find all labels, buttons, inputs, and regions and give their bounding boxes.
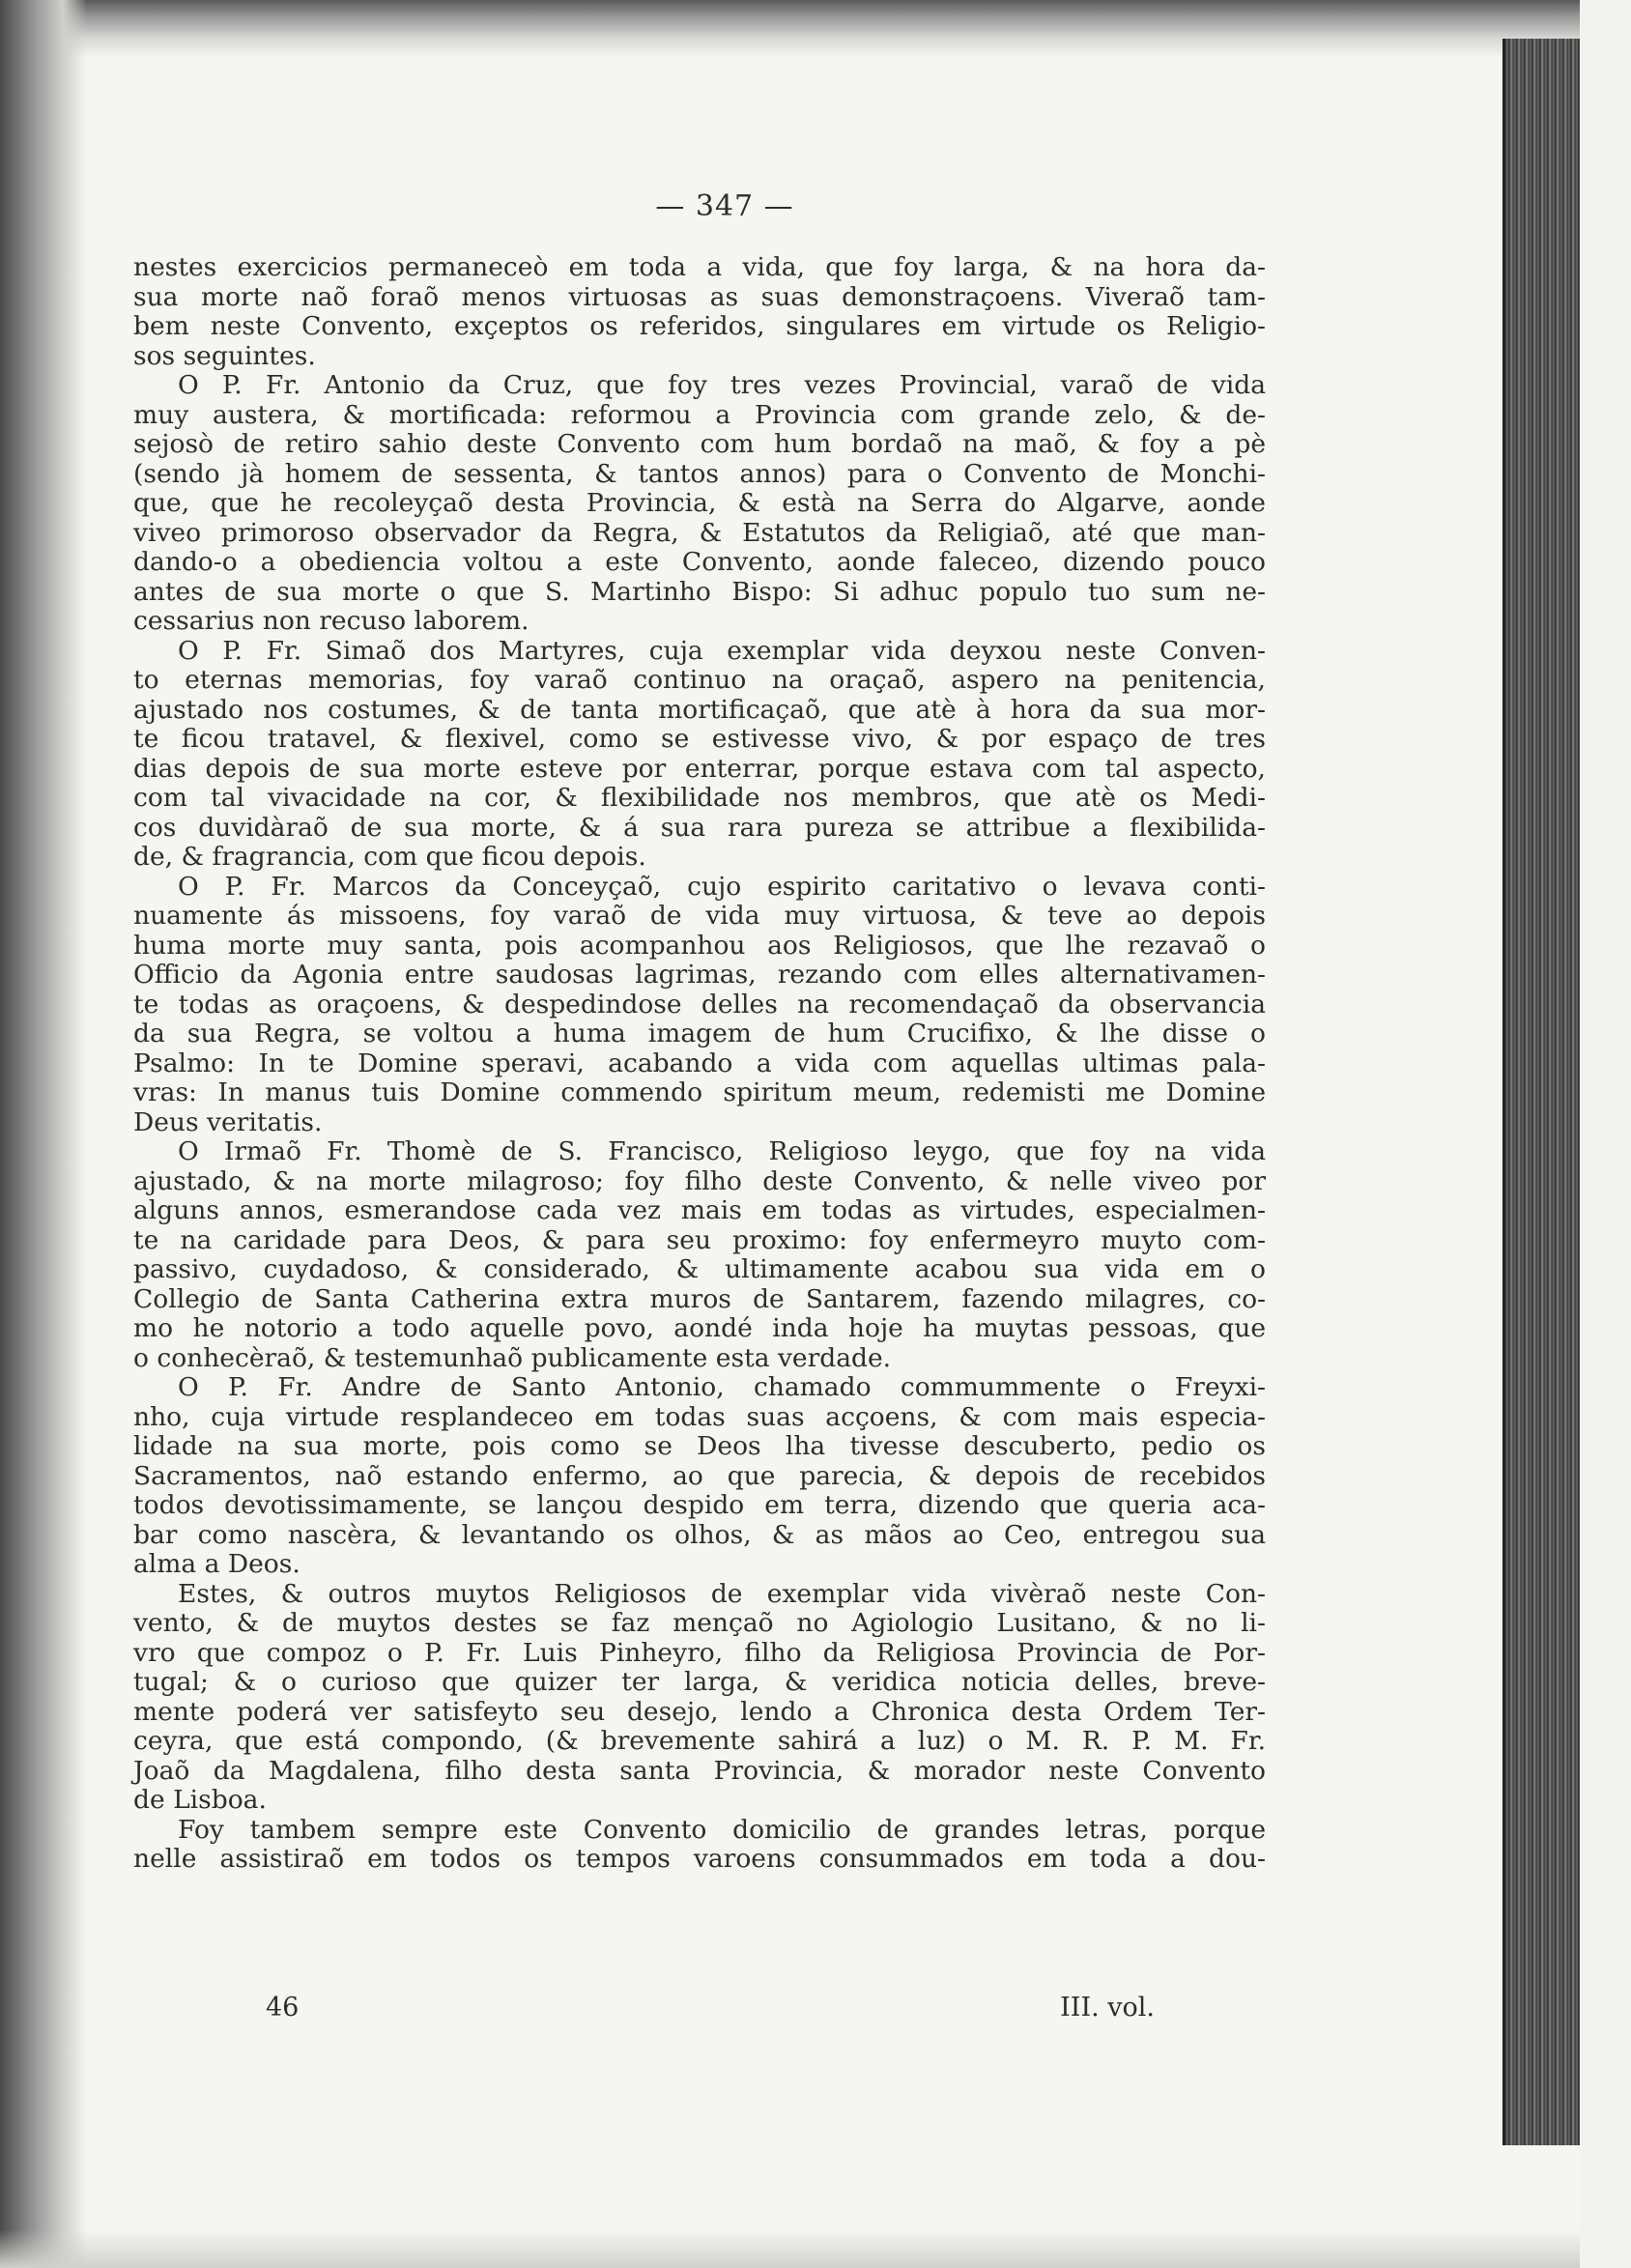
- text-line: te ficou tratavel, & flexivel, como se estivesse vivo, & por espaço de tres: [133, 724, 1266, 754]
- text-line: to eternas memorias, foy varaõ continuo na oraçaõ, aspero na penitencia,: [133, 665, 1266, 695]
- text-line: te todas as oraçoens, & despedindose delles na recomendaçaõ da observancia: [133, 989, 1266, 1019]
- text-line: bar como nascèra, & levantando os olhos, & as mãos ao Ceo, entregou sua: [133, 1519, 1266, 1550]
- text-line: Joaõ da Magdalena, filho desta santa Provincia, & morador neste Convento: [133, 1755, 1266, 1786]
- text-line: todos devotissimamente, se lançou despido em terra, dizendo que queria aca-: [133, 1490, 1266, 1520]
- text-line: que, que he recoleyçaõ desta Provincia, & està na Serra do Algarve, aonde: [133, 488, 1266, 518]
- text-line: ceyra, que está compondo, (& brevemente sahirá a luz) o M. R. P. M. Fr.: [133, 1726, 1266, 1756]
- text-line: dias depois de sua morte esteve por enterrar, porque estava com tal aspecto,: [133, 753, 1266, 784]
- text-line: mo he notorio a todo aquelle povo, aondé inda hoje ha muytas pessoas, que: [133, 1313, 1266, 1343]
- text-line: ajustado, & na morte milagroso; foy filho deste Convento, & nelle viveo por: [133, 1165, 1266, 1196]
- text-line: Officio da Agonia entre saudosas lagrimas, rezando com elles alternativamen-: [133, 960, 1266, 990]
- text-line: O P. Fr. Antonio da Cruz, que foy tres vezes Provincial, varaõ de vida: [178, 370, 1266, 400]
- body-text: [133, 253, 1266, 1875]
- text-line: bem neste Convento, exçeptos os referidos, singulares em virtude os Religio-: [133, 311, 1266, 341]
- text-line: O Irmaõ Fr. Thomè de S. Francisco, Religioso leygo, que foy na vida: [178, 1136, 1266, 1166]
- page-number: — 347 —: [655, 189, 794, 223]
- text-line: vro que compoz o P. Fr. Luis Pinheyro, filho da Religiosa Provincia de Por-: [133, 1637, 1266, 1668]
- text-line: de Lisboa.: [133, 1785, 267, 1815]
- text-line: ajustado nos costumes, & de tanta mortificaçaõ, que atè à hora da sua mor-: [133, 694, 1266, 725]
- text-line: vento, & de muytos destes se faz mençaõ no Agiologio Lusitano, & no li-: [133, 1608, 1266, 1638]
- text-line: Sacramentos, naõ estando enfermo, ao que parecia, & depois de recebidos: [133, 1460, 1266, 1491]
- text-line: viveo primoroso observador da Regra, & Estatutos da Religiaõ, até que man-: [133, 517, 1266, 548]
- text-line: tugal; & o curioso que quizer ter larga, & veridica noticia delles, breve-: [133, 1667, 1266, 1697]
- text-line: huma morte muy santa, pois acompanhou aos Religiosos, que lhe rezavaõ o: [133, 930, 1266, 961]
- scan-bottom-shadow: [0, 2229, 1631, 2268]
- text-line: passivo, cuydadoso, & considerado, & ultimamente acabou sua vida em o: [133, 1254, 1266, 1284]
- text-line: nho, cuja virtude resplandeceo em todas suas acçoens, & com mais especia-: [133, 1401, 1266, 1432]
- text-line: com tal vivacidade na cor, & flexibilidade nos membros, que atè os Medi-: [133, 783, 1266, 813]
- text-line: nelle assistiraõ em todos os tempos varoens consummados em toda a dou-: [133, 1844, 1266, 1874]
- text-line: de, & fragrancia, com que ficou depois.: [133, 842, 646, 872]
- text-line: Foy tambem sempre este Convento domicilio de grandes letras, porque: [178, 1814, 1266, 1845]
- text-line: sejosò de retiro sahio deste Convento com hum bordaõ na maõ, & foy a pè: [133, 429, 1266, 459]
- text-line: nuamente ás missoens, foy varaõ de vida muy virtuosa, & teve ao depois: [133, 901, 1266, 931]
- text-line: nestes exercicios permaneceò em toda a vida, que foy larga, & na hora da-: [133, 252, 1266, 282]
- text-line: da sua Regra, se voltou a huma imagem de hum Crucifixo, & lhe disse o: [133, 1019, 1266, 1048]
- text-line: mente poderá ver satisfeyto seu desejo, lendo a Chronica desta Ordem Ter-: [133, 1696, 1266, 1727]
- text-line: antes de sua morte o que S. Martinho Bispo: Si adhuc populo tuo sum ne-: [133, 576, 1266, 607]
- signature-mark: 46: [266, 1993, 300, 2023]
- volume-label: III. vol.: [1060, 1993, 1155, 2023]
- text-line: (sendo jà homem de sessenta, & tantos annos) para o Convento de Monchi-: [133, 458, 1266, 489]
- text-line: Deus veritatis.: [133, 1106, 323, 1137]
- text-line: alguns annos, esmerandose cada vez mais em todas as virtudes, especialmen-: [133, 1195, 1266, 1225]
- text-line: cessarius non recuso laborem.: [133, 606, 529, 636]
- book-page-edges: [1502, 39, 1583, 2145]
- scan-top-shadow: [0, 0, 1631, 58]
- text-line: o conhecèraõ, & testemunhaõ publicamente esta verdade.: [133, 1342, 892, 1373]
- text-line: Collegio de Santa Catherina extra muros de Santarem, fazendo milagres, co-: [133, 1283, 1266, 1314]
- text-line: Estes, & outros muytos Religiosos de exemplar vida vivèraõ neste Con-: [178, 1578, 1266, 1609]
- text-line: alma a Deos.: [133, 1549, 300, 1579]
- text-line: O P. Fr. Marcos da Conceyçaõ, cujo espirito caritativo o levava conti-: [178, 871, 1266, 902]
- right-margin: [1580, 0, 1631, 2268]
- text-line: lidade na sua morte, pois como se Deos lha tivesse descuberto, pedio os: [133, 1431, 1266, 1461]
- scan-left-shadow: [0, 0, 87, 2268]
- text-line: sua morte naõ foraõ menos virtuosas as suas demonstraçoens. Viveraõ tam-: [133, 281, 1266, 312]
- text-line: O P. Fr. Andre de Santo Antonio, chamado commummente o Freyxi-: [178, 1372, 1266, 1402]
- text-line: vras: In manus tuis Domine commendo spiritum meum, redemisti me Domine: [133, 1077, 1266, 1107]
- text-line: muy austera, & mortificada: reformou a Provincia com grande zelo, & de-: [133, 399, 1266, 430]
- text-line: O P. Fr. Simaõ dos Martyres, cuja exemplar vida deyxou neste Conven-: [178, 635, 1266, 666]
- text-line: te na caridade para Deos, & para seu proximo: foy enfermeyro muyto com-: [133, 1224, 1266, 1255]
- text-line: dando-o a obediencia voltou a este Convento, aonde faleceo, dizendo pouco: [133, 547, 1266, 577]
- text-line: cos duvidàraõ de sua morte, & á sua rara pureza se attribue a flexibilida-: [133, 812, 1266, 843]
- text-line: sos seguintes.: [133, 340, 316, 371]
- text-line: Psalmo: In te Domine speravi, acabando a vida com aquellas ultimas pala-: [133, 1048, 1266, 1078]
